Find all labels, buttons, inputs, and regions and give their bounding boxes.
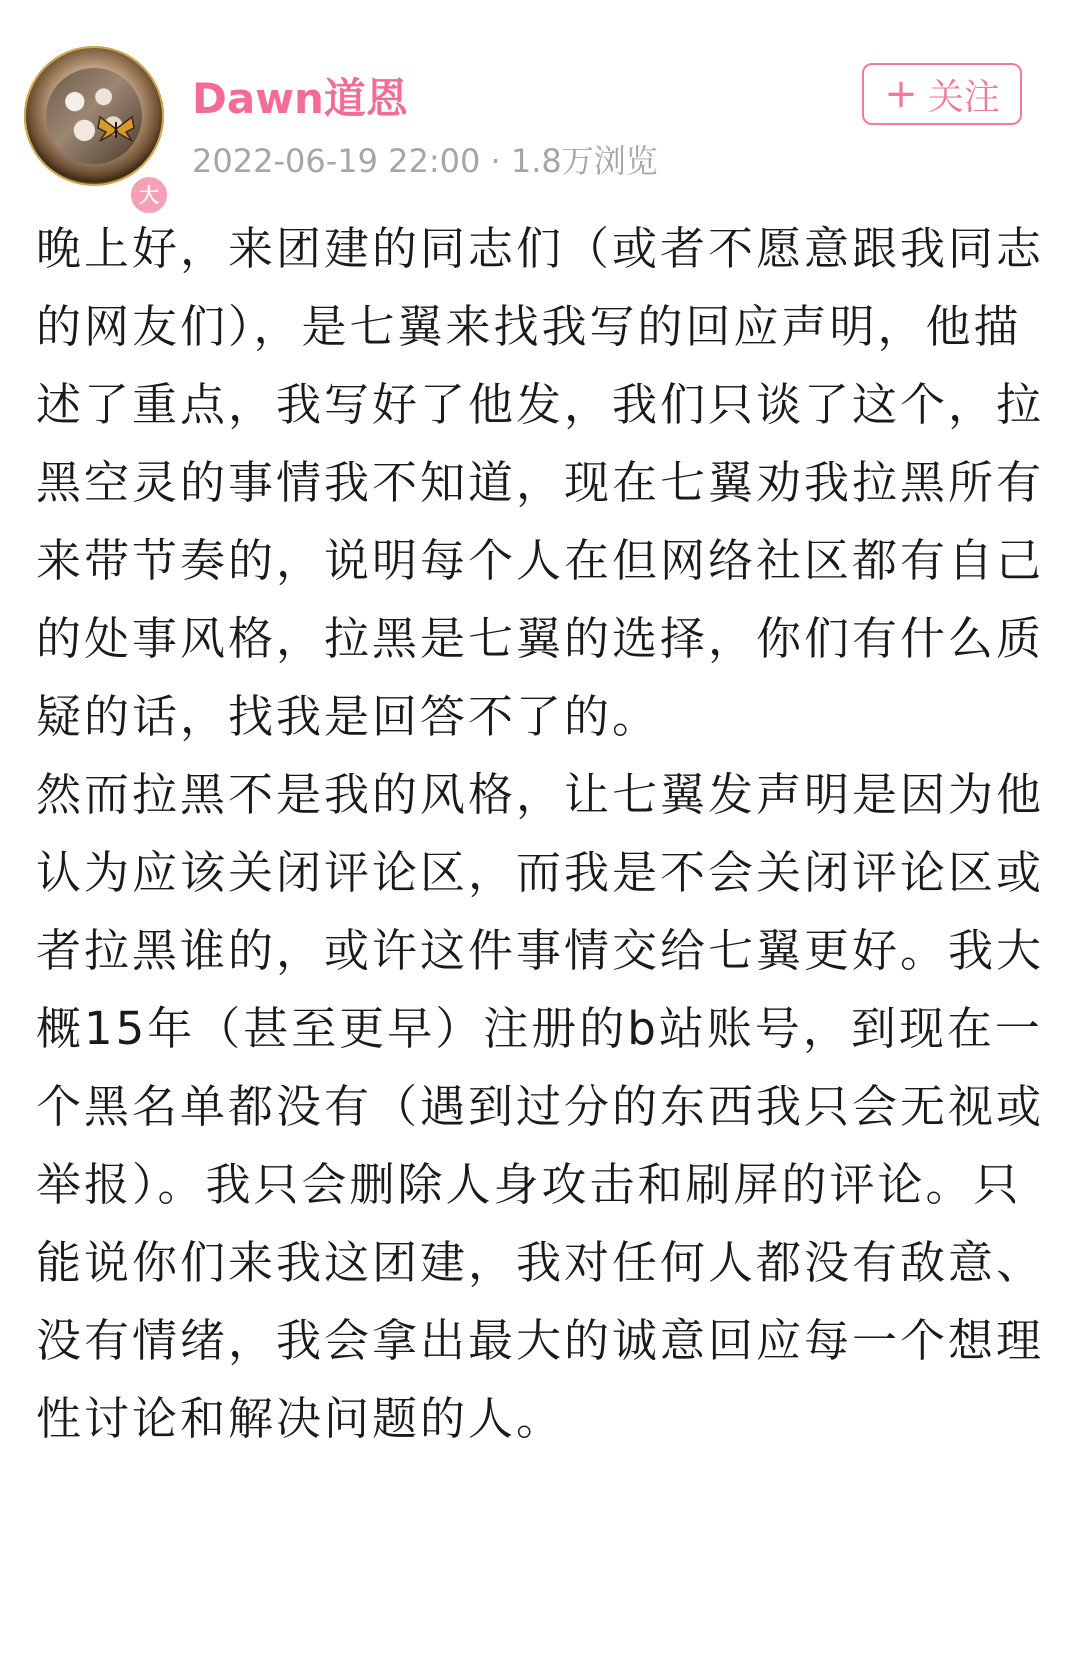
post-header <box>0 0 1080 207</box>
plus-icon: + <box>884 71 918 117</box>
avatar-image <box>46 68 142 164</box>
avatar[interactable] <box>24 46 164 207</box>
level-badge: 大 <box>128 174 170 216</box>
post-body <box>36 210 1046 1458</box>
post-paragraph: 然而拉黑不是我的风格，让七翼发声明是因为他认为应该关闭评论区，而我是不会关闭评论区或者拉黑谁的，或许这件事情交给七翼更好。我大概15年（甚至更早）注册的b站账号，到现在一个黑名单都没有（遇到过分的东西我只会无视或举报）。我只会删除人身攻击和刷屏的评论。只能说你们来我这团建，我对任何人都没有敌意、没有情绪，我会拿出最大的诚意回应每一个想理性讨论和解决问题的人。 <box>36 768 1045 1445</box>
post-meta: 2022-06-19 22:00 · 1.8万浏览 <box>192 142 658 180</box>
butterfly-icon <box>96 114 136 144</box>
follow-button[interactable] <box>862 63 1022 125</box>
post-paragraph: 晚上好，来团建的同志们（或者不愿意跟我同志的网友们），是七翼来找我写的回应声明，他描述了重点，我写好了他发，我们只谈了这个，拉黑空灵的事情我不知道，现在七翼劝我拉黑所有来带节奏的，说明每个人在但网络社区都有自己的处事风格，拉黑是七翼的选择，你们有什么质疑的话，找我是回答不了的。 <box>36 222 1045 743</box>
follow-button-label: 关注 <box>927 76 1000 118</box>
author-name[interactable]: Dawn道恩 <box>192 74 408 123</box>
